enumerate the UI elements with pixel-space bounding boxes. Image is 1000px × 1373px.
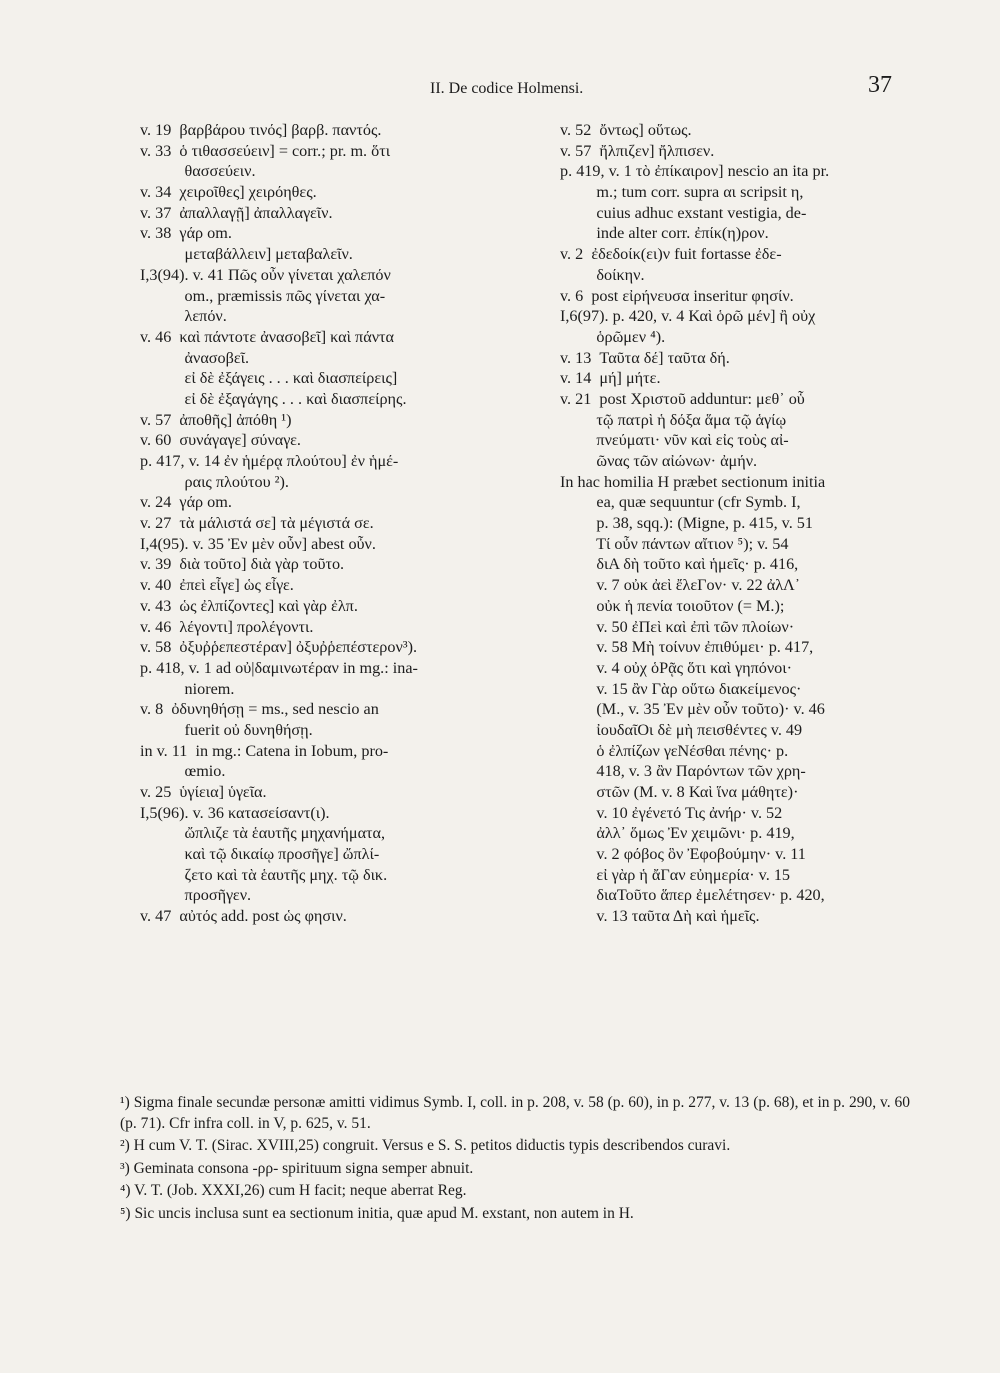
text-line: I,4(95). v. 35 Ἐν μὲν οὖν] abest οὖν. [140, 534, 376, 553]
text-line: v. 21 post Χριστοῦ adduntur: μεθ᾽ οὗ [560, 389, 805, 408]
text-line: v. 24 γάρ om. [140, 493, 232, 512]
text-line: καὶ τῷ δικαίῳ προσῆγε] ὤπλί- [140, 845, 380, 864]
text-line: v. 10 ἐγένετό Τις ἀνήρ· v. 52 [560, 803, 783, 822]
text-line: niorem. [140, 679, 235, 698]
text-line: ὤπλιζε τὰ ἑαυτῆς μηχανήματα, [140, 824, 386, 843]
text-line: διΑ δὴ τοῦτο καὶ ἡμεῖς· p. 416, [560, 555, 799, 574]
text-line: v. 34 χειροῖθες] χειρόηθες. [140, 183, 317, 202]
text-line: v. 38 γάρ om. [140, 224, 232, 243]
text-line: στῶν (M. v. 8 Καὶ ἵνα μάθητε)· [560, 783, 799, 801]
running-title: II. De codice Holmensi. [430, 80, 584, 97]
text-line: εἰ δὲ ἐξαγάγης . . . καὶ διασπείρης. [140, 389, 407, 408]
footnote: ⁴) V. T. (Job. XXXI,26) cum H facit; neque aberrat Reg. [120, 1182, 467, 1200]
text-line: m.; tum corr. supra αι scripsit η, [560, 183, 804, 202]
text-line: ea, quæ sequuntur (cfr Symb. I, [560, 493, 801, 512]
text-line: om., præmissis πῶς γίνεται χα- [140, 286, 386, 305]
text-line: μεταβάλλειν] μεταβαλεῖν. [140, 245, 353, 264]
text-line: v. 47 αὐτός add. post ὡς φησιν. [140, 907, 347, 926]
text-line: ἰουδαῖΟι δὲ μὴ πεισθέντες v. 49 [560, 720, 803, 739]
text-line: ῶνας τῶν αἰώνων· ἀμήν. [560, 452, 758, 470]
text-line: v. 15 ἂν Γὰρ οὕτω διακείμενος· [560, 679, 802, 698]
text-line: ἀνασοβεῖ. [140, 348, 250, 367]
left-column [140, 120, 530, 927]
text-line: p. 419, v. 1 τὸ ἐπίκαιρον] nescio an ita pr. [560, 162, 830, 181]
text-line: v. 58 ὀξυῤῥεπεστέραν] ὀξυῤῥεπέστερον³). [140, 638, 418, 657]
footnote: ¹) Sigma finale secundæ personæ amitti vidimus Symb. I, coll. in p. 208, v. 58 (p. 60), in p. 277, v. 13 (p. 68), et in p. 290, v. 60 (p. 71). Cfr infra coll. in V, p. 625, v. 51. [120, 1094, 910, 1132]
text-line: v. 2 ἐδεδοίκ(ει)ν fuit fortasse ἐδε- [560, 245, 782, 264]
page-number: 37 [868, 72, 892, 98]
text-line: εἰ δὲ ἐξάγεις . . . καὶ διασπείρεις] [140, 369, 398, 388]
text-line: v. 8 ὀδυνηθήσῃ = ms., sed nescio an [140, 700, 379, 719]
text-line: Τί οὖν πάντων αἴτιον ⁵); v. 54 [560, 534, 789, 553]
text-line: εἰ γὰρ ἡ ἄΓαν εὐημερία· v. 15 [560, 865, 791, 884]
text-line: v. 2 φόβος ὃν Ἐφοβούμην· v. 11 [560, 845, 806, 864]
text-line: v. 39 διὰ τοῦτο] διὰ γὰρ τοῦτο. [140, 555, 345, 574]
text-line: v. 58 Μὴ τοίνυν ἐπιθύμει· p. 417, [560, 638, 814, 657]
text-line: δοίκην. [560, 265, 645, 284]
text-line: v. 13 Ταῦτα δέ] ταῦτα δή. [560, 348, 730, 367]
text-line: v. 13 ταῦτα Δὴ καὶ ἡμεῖς. [560, 907, 760, 926]
text-line: διαΤοῦτο ἅπερ ἐμελέτησεν· p. 420, [560, 886, 825, 905]
text-line: ραις πλούτου ²). [140, 472, 289, 491]
text-line: cuius adhuc exstant vestigia, de- [560, 203, 807, 222]
text-line: ὁ ἐλπίζων γεΝέσθαι πένης· p. [560, 741, 789, 760]
text-line: I,6(97). p. 420, v. 4 Καὶ ὁρῶ μέν] ἢ οὐχ [560, 307, 816, 326]
text-line: ζετο καὶ τὰ ἑαυτῆς μηχ. τῷ δικ. [140, 865, 388, 884]
text-line: p. 418, v. 1 ad οὐ|δαμινωτέραν in mg.: ina- [140, 658, 418, 677]
text-line: p. 417, v. 14 ἐν ἡμέρᾳ πλούτου] ἐν ἡμέ- [140, 452, 399, 470]
text-line: inde alter corr. ἐπίκ(η)ρον. [560, 224, 769, 243]
text-line: 418, v. 3 ἂν Παρόντων τῶν χρη- [560, 762, 806, 781]
text-line: τῷ πατρὶ ἡ δόξα ἅμα τῷ ἁγίῳ [560, 410, 787, 429]
footnote: ³) Geminata consona -ρρ- spirituum signa semper abnuit. [120, 1159, 474, 1177]
running-head [0, 72, 1000, 104]
text-line: πνεύματι· νῦν καὶ εἰς τοὺς αἰ- [560, 431, 789, 450]
text-line: v. 7 οὐκ ἀεὶ ἔλεΓον· v. 22 ἀλΛ᾽ [560, 576, 801, 595]
text-line: λεπόν. [140, 307, 227, 326]
text-line: θασσεύειν. [140, 162, 256, 181]
text-line: v. 57 ἤλπιζεν] ἤλπισεν. [560, 141, 715, 160]
text-line: v. 4 οὐχ ὁΡᾷς ὅτι καὶ γηπόνοι· [560, 658, 793, 677]
text-line: v. 37 ἀπαλλαγῇ] ἀπαλλαγεῖν. [140, 203, 333, 222]
right-column [560, 120, 905, 927]
text-line: œmio. [140, 762, 226, 781]
text-line: v. 43 ὡς ἐλπίζοντες] καὶ γὰρ ἐλπ. [140, 596, 358, 615]
footnote: ⁵) Sic uncis inclusa sunt ea sectionum initia, quæ apud M. exstant, non autem in H. [120, 1204, 634, 1222]
text-line: v. 46 λέγοντι] προλέγοντι. [140, 617, 314, 636]
text-line: v. 19 βαρβάρου τινός] βαρβ. παντός. [140, 121, 382, 139]
text-line: v. 57 ἀποθῆς] ἀπόθη ¹) [140, 410, 292, 429]
text-line: v. 46 καὶ πάντοτε ἀνασοβεῖ] καὶ πάντα [140, 327, 395, 346]
text-line: προσῆγεν. [140, 886, 252, 905]
text-line: I,5(96). v. 36 κατασείσαντ(ι). [140, 803, 330, 822]
text-line: v. 52 ὄντως] οὕτως. [560, 121, 692, 139]
text-line: v. 60 συνάγαγε] σύναγε. [140, 431, 301, 450]
text-line: v. 14 μή] μήτε. [560, 369, 661, 388]
text-line: οὐκ ἡ πενία τοιοῦτον (= M.); [560, 596, 785, 615]
text-line: I,3(94). v. 41 Πῶς οὖν γίνεται χαλεπόν [140, 265, 391, 284]
text-line: v. 6 post εἰρήνευσα inseritur φησίν. [560, 286, 794, 305]
text-line: v. 50 ἐΠεὶ καὶ ἐπὶ τῶν πλοίων· [560, 617, 795, 636]
text-line: fuerit οὐ δυνηθήσῃ. [140, 720, 313, 739]
text-line: p. 38, sqq.): (Migne, p. 415, v. 51 [560, 514, 813, 533]
text-line: ὁρῶμεν ⁴). [560, 327, 666, 346]
text-line: (M., v. 35 Ἐν μὲν οὖν τοῦτο)· v. 46 [560, 700, 825, 719]
text-line: v. 40 ἐπεὶ εἶγε] ὡς εἶγε. [140, 576, 294, 595]
text-line: in v. 11 in mg.: Catena in Iobum, pro- [140, 741, 389, 760]
footnotes [120, 1093, 910, 1227]
text-line: In hac homilia H præbet sectionum initia [560, 472, 826, 491]
text-line: v. 25 ὑγίεια] ὑγεῖα. [140, 783, 267, 801]
text-line: ἀλλ᾽ ὅμως Ἐν χειμῶνι· p. 419, [560, 824, 795, 843]
footnote: ²) H cum V. T. (Sirac. XVIII,25) congruit. Versus e S. S. petitos diductis typis describendos curavi. [120, 1137, 731, 1155]
text-line: v. 33 ὁ τιθασσεύειν] = corr.; pr. m. ὅτι [140, 141, 391, 160]
text-line: v. 27 τὰ μάλιστά σε] τὰ μέγιστά σε. [140, 514, 374, 533]
